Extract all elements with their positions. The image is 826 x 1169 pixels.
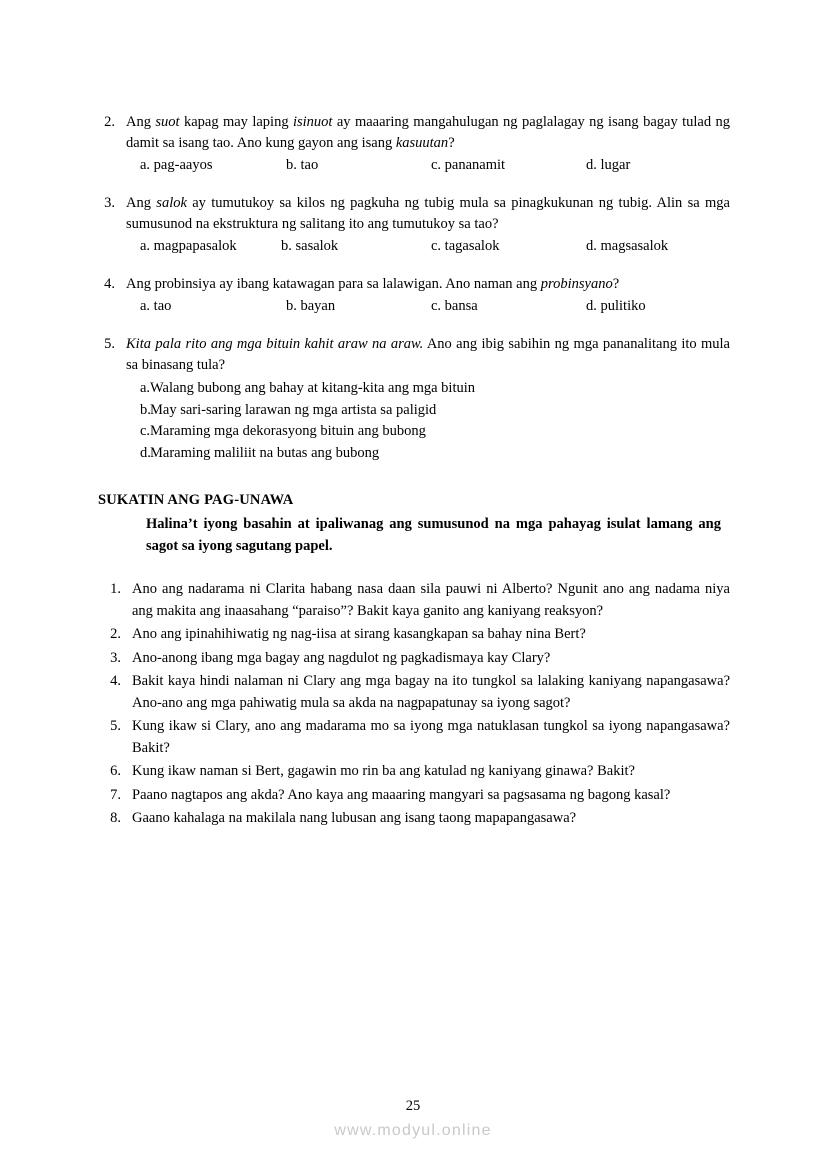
choice-text: Maraming mga dekorasyong bituin ang bubong bbox=[150, 423, 426, 439]
stem-part: Ano ang ibig sabihin ng mga pananalitang ito mula sa binasang tula? bbox=[126, 336, 730, 373]
question-text: Ano ang nadarama ni Clarita habang nasa daan sila pauwi ni Alberto? Ngunit ano ang nadama niya ang makita ang inaasahang “paraiso”? Bakit kaya ganito ang kaniyang reaksyon? bbox=[132, 581, 730, 619]
choice-option-b[interactable]: b. tao bbox=[286, 157, 319, 173]
choices-row bbox=[126, 296, 730, 317]
choices-row bbox=[126, 236, 730, 257]
question-number: 2. bbox=[110, 626, 121, 642]
question-text: Kung ikaw si Clary, ano ang madarama mo sa iyong mga natuklasan tungkol sa iyong napangasawa? Bakit? bbox=[132, 718, 730, 756]
item-number: 4. bbox=[104, 276, 115, 292]
page-content bbox=[98, 112, 730, 832]
list-item bbox=[98, 716, 730, 759]
stem-part: Ang bbox=[126, 195, 157, 211]
question-stem bbox=[126, 112, 730, 154]
choice-letter: a. bbox=[140, 380, 151, 396]
item-number: 5. bbox=[104, 336, 115, 352]
list-item bbox=[98, 761, 730, 783]
question-number: 1. bbox=[110, 581, 121, 597]
question-text: Paano nagtapos ang akda? Ano kaya ang maaaring mangyari sa pagsasama ng bagong kasal? bbox=[132, 786, 671, 803]
choice-option-b[interactable]: b. bayan bbox=[286, 298, 336, 314]
question-stem bbox=[126, 334, 730, 376]
item-body bbox=[126, 112, 730, 176]
choice-option-c[interactable]: c. tagasalok bbox=[431, 238, 500, 254]
list-item bbox=[98, 671, 730, 714]
stem-part: ? bbox=[612, 276, 620, 292]
choice-option-a[interactable] bbox=[126, 378, 730, 400]
list-item bbox=[98, 785, 730, 807]
section-heading: SUKATIN ANG PAG-UNAWA bbox=[98, 492, 294, 508]
stem-part-italic: suot bbox=[155, 114, 180, 130]
question-number: 3. bbox=[110, 649, 121, 666]
choice-letter: c. bbox=[140, 423, 151, 439]
choice-text: May sari-saring larawan ng mga artista sa paligid bbox=[150, 401, 437, 418]
item-body bbox=[126, 193, 730, 257]
choice-option-d[interactable]: d. lugar bbox=[586, 157, 631, 173]
choice-text: Maraming maliliit na butas ang bubong bbox=[150, 444, 380, 461]
stem-part-italic: probinsyano bbox=[540, 276, 613, 292]
watermark: www.modyul.online bbox=[334, 1122, 492, 1139]
question-stem bbox=[126, 274, 730, 295]
stem-part-italic: Kita pala rito ang mga bituin kahit araw na araw. bbox=[126, 336, 424, 352]
list-item bbox=[98, 648, 730, 670]
question-number: 4. bbox=[110, 673, 121, 689]
multiple-choice-item bbox=[98, 193, 730, 257]
stem-part: ay maaaring mangahulugan ng paglalagay ng isang bagay tulad ng damit sa isang tao. Ano kung gayon ang isang bbox=[126, 114, 730, 151]
stem-part-italic: isinuot bbox=[292, 114, 333, 130]
choices-stack bbox=[126, 378, 730, 464]
choices-row bbox=[126, 155, 730, 176]
comprehension-question-list bbox=[98, 579, 730, 830]
question-text: Gaano kahalaga na makilala nang lubusan ang isang taong mapapangasawa? bbox=[132, 810, 577, 826]
list-item bbox=[98, 808, 730, 830]
section-instruction: Halina’t iyong basahin at ipaliwanag ang sumusunod na mga pahayag isulat lamang ang sagot sa iyong sagutang papel. bbox=[146, 516, 721, 554]
choice-text: Walang bubong ang bahay at kitang-kita ang mga bituin bbox=[150, 380, 475, 396]
choice-option-a[interactable]: a. pag-aayos bbox=[140, 157, 213, 173]
question-number: 6. bbox=[110, 763, 121, 779]
question-number: 5. bbox=[110, 718, 121, 734]
stem-part: kapag may laping bbox=[179, 114, 293, 130]
item-number: 3. bbox=[104, 195, 115, 211]
choice-option-d[interactable]: d. pulitiko bbox=[586, 298, 646, 314]
choice-option-a[interactable]: a. magpapasalok bbox=[140, 238, 237, 254]
question-text: Ano ang ipinahihiwatig ng nag-iisa at sirang kasangkapan sa bahay nina Bert? bbox=[132, 626, 586, 642]
choice-option-c[interactable]: c. bansa bbox=[431, 298, 478, 314]
choice-letter: b. bbox=[140, 401, 151, 418]
stem-part: Ang bbox=[126, 114, 156, 130]
item-number: 2. bbox=[104, 114, 115, 130]
question-number: 8. bbox=[110, 810, 121, 826]
list-item bbox=[98, 579, 730, 622]
stem-part-italic: salok bbox=[156, 195, 187, 211]
multiple-choice-item bbox=[98, 334, 730, 464]
choice-option-d[interactable] bbox=[126, 443, 730, 465]
choice-option-b[interactable] bbox=[126, 400, 730, 422]
stem-part: Ang probinsiya ay ibang katawagan para sa lalawigan. Ano naman ang bbox=[126, 276, 541, 292]
choice-option-d[interactable]: d. magsasalok bbox=[586, 238, 669, 254]
choice-option-a[interactable]: a. tao bbox=[140, 298, 172, 314]
question-number: 7. bbox=[110, 786, 121, 803]
question-text: Ano-anong ibang mga bagay ang nagdulot ng pagkadismaya kay Clary? bbox=[132, 649, 551, 666]
question-text: Bakit kaya hindi nalaman ni Clary ang mga bagay na ito tungkol sa lalaking kaniyang napangasawa? Ano-ano ang mga pahiwatig mula sa akda na nagpapatunay sa iyong sagot? bbox=[132, 673, 730, 711]
choice-option-b[interactable]: b. sasalok bbox=[281, 238, 339, 254]
multiple-choice-item bbox=[98, 274, 730, 317]
choice-option-c[interactable] bbox=[126, 421, 730, 443]
multiple-choice-item bbox=[98, 112, 730, 176]
stem-part-italic: kasuutan bbox=[395, 135, 449, 151]
page-number: 25 bbox=[405, 1098, 421, 1114]
item-body bbox=[126, 274, 730, 317]
stem-part: ay tumutukoy sa kilos ng pagkuha ng tubig mula sa pinagkukunan ng tubig. Alin sa mga sumusunod na ekstruktura ng salitang ito ang tumutukoy sa tao? bbox=[126, 195, 730, 232]
list-item bbox=[98, 624, 730, 646]
question-stem bbox=[126, 193, 730, 235]
choice-letter: d. bbox=[140, 444, 151, 461]
stem-part: ? bbox=[448, 135, 455, 151]
item-body bbox=[126, 334, 730, 464]
question-text: Kung ikaw naman si Bert, gagawin mo rin ba ang katulad ng kaniyang ginawa? Bakit? bbox=[132, 763, 635, 779]
choice-option-c[interactable]: c. pananamit bbox=[431, 157, 506, 173]
